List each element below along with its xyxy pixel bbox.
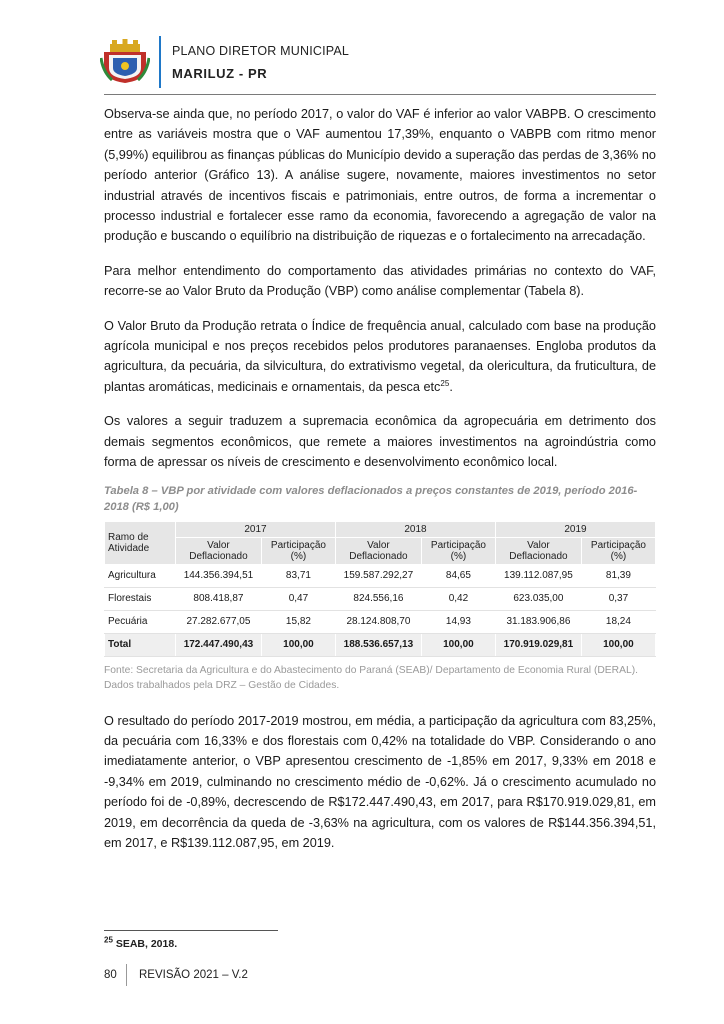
footnote-number: 25 [104,935,113,945]
header-rule [104,94,656,95]
cell-valor: 159.587.292,27 [335,564,421,587]
cell-participacao: 100,00 [421,633,495,656]
cell-participacao: 14,93 [421,610,495,633]
footnote-text: SEAB, 2018. [115,938,178,950]
paragraph: Observa-se ainda que, no período 2017, o valor do VAF é inferior ao valor VABPB. O crescimento entre as variáveis mostra que o VAF aumentou 17,39%, enquanto o VABPB com ritmo menor (5,99%) equilibrou as finanças públicas do Município devido a superação das perdas de 3,36% no período anterior (Gráfico 13). A análise sugere, novamente, maiores investimentos no setor industrial através de incentivos fiscais e patrimoniais, entre outros, de forma a incrementar o processo industrial e fortalecer esse ramo da economia, favorecendo a agregação de valor na produção e buscando o equilíbrio na distribuição de riquezas e o fortalecimento na arrecadação. [104,107,656,244]
table-caption: Tabela 8 – VBP por atividade com valores deflacionados a preços constantes de 2019, período 2016-2018 (R$ 1,00) [104,484,638,513]
cell-ramo: Agricultura [105,564,176,587]
footnote-reference[interactable]: 25 [440,378,450,388]
header-year-2019: 2019 [495,521,655,537]
cell-valor: 28.124.808,70 [335,610,421,633]
cell-valor: 824.556,16 [335,587,421,610]
header-year-2017: 2017 [176,521,336,537]
header-divider [159,36,161,88]
header-participacao: Participação (%) [421,537,495,564]
cell-participacao: 15,82 [261,610,335,633]
cell-valor: 139.112.087,95 [495,564,581,587]
cell-participacao: 83,71 [261,564,335,587]
page-header [100,34,660,94]
table-total-row [105,633,656,656]
coat-of-arms-icon [100,38,150,84]
cell-ramo: Florestais [105,587,176,610]
cell-participacao: 81,39 [581,564,655,587]
paragraph: Os valores a seguir traduzem a supremacia econômica da agropecuária em detrimento dos demais segmentos econômicos, que remete a maiores investimentos na agroindústria como forma de apressar os níveis de crescimento e desenvolvimento econômico local. [104,414,656,470]
header-ramo: Ramo de Atividade [105,521,176,564]
cell-participacao: 0,42 [421,587,495,610]
cell-participacao: 0,47 [261,587,335,610]
cell-valor: 170.919.029,81 [495,633,581,656]
cell-valor: 808.418,87 [176,587,262,610]
cell-valor: 623.035,00 [495,587,581,610]
header-participacao: Participação (%) [261,537,335,564]
page-body [104,104,656,867]
header-participacao: Participação (%) [581,537,655,564]
cell-participacao: 84,65 [421,564,495,587]
footnote [104,935,178,950]
paragraph: O Valor Bruto da Produção retrata o Índice de frequência anual, calculado com base na produção agrícola municipal e nos preços recebidos pelos produtores paranaenses. Engloba produtos da agricultura, da pecuária, da silvicultura, do extrativismo vegetal, da olericultura, da fruticultura, de plantas aromáticas, medicinais e ornamentais, da pesca etc$^{25}$. [104,318,656,394]
header-year-2018: 2018 [335,521,495,537]
page-footer [104,964,248,986]
table-source: Fonte: Secretaria da Agricultura e do Abastecimento do Paraná (SEAB)/ Departamento de Economia Rural (DERAL). Dados trabalhados pela DRZ – Gestão de Cidades. [104,664,638,691]
paragraph: O resultado do período 2017-2019 mostrou, em média, a participação da agricultura com 83,25%, da pecuária com 16,33% e dos florestais com 0,42% na totalidade do VBP. Considerando o ano imediatamente anterior, o VBP apresentou crescimento de -1,85% em 2017, 9,33% em 2018 e -9,34% em 2019, culminando no crescimento médio de -0,62%. Já o crescimento acumulado no período foi de -0,89%, decrescendo de R$172.447.490,43, em 2017, para R$170.919.029,81, em 2019, em decorrência da queda de -3,63% na agricultura, com os valores de R$144.356.394,51, em 2017, e R$139.112.087,95, em 2019. [104,713,656,850]
header-valor: Valor Deflacionado [335,537,421,564]
cell-ramo: Total [105,633,176,656]
table-row [105,564,656,587]
footnote-rule [104,930,278,931]
cell-participacao: 100,00 [581,633,655,656]
document-title: PLANO DIRETOR MUNICIPAL [172,44,350,58]
revision-label: REVISÃO 2021 – V.2 [139,969,248,982]
header-valor: Valor Deflacionado [495,537,581,564]
cell-participacao: 18,24 [581,610,655,633]
table-row [105,610,656,633]
cell-valor: 144.356.394,51 [176,564,262,587]
table-row [105,587,656,610]
header-valor: Valor Deflacionado [176,537,262,564]
page-number: 80 [104,969,117,982]
cell-valor: 172.447.490,43 [176,633,262,656]
paragraph-text: O Valor Bruto da Produção retrata o Índice de frequência anual, calculado com base na produção agrícola municipal e nos preços recebidos pelos produtores paranaenses. Engloba produtos da agricultura, da pecuária, da silvicultura, do extrativismo vegetal, da olericultura, da fruticultura, de plantas aromáticas, medicinais e ornamentais, da pesca etc [104,318,656,394]
cell-valor: 27.282.677,05 [176,610,262,633]
cell-participacao: 100,00 [261,633,335,656]
municipality-name: MARILUZ - PR [172,66,268,81]
cell-ramo: Pecuária [105,610,176,633]
footer-divider [126,964,127,986]
paragraph: Para melhor entendimento do comportamento das atividades primárias no contexto do VAF, recorre-se ao Valor Bruto da Produção (VBP) como análise complementar (Tabela 8). [104,263,656,299]
cell-valor: 31.183.906,86 [495,610,581,633]
cell-participacao: 0,37 [581,587,655,610]
vbp-table [104,521,656,657]
cell-valor: 188.536.657,13 [335,633,421,656]
